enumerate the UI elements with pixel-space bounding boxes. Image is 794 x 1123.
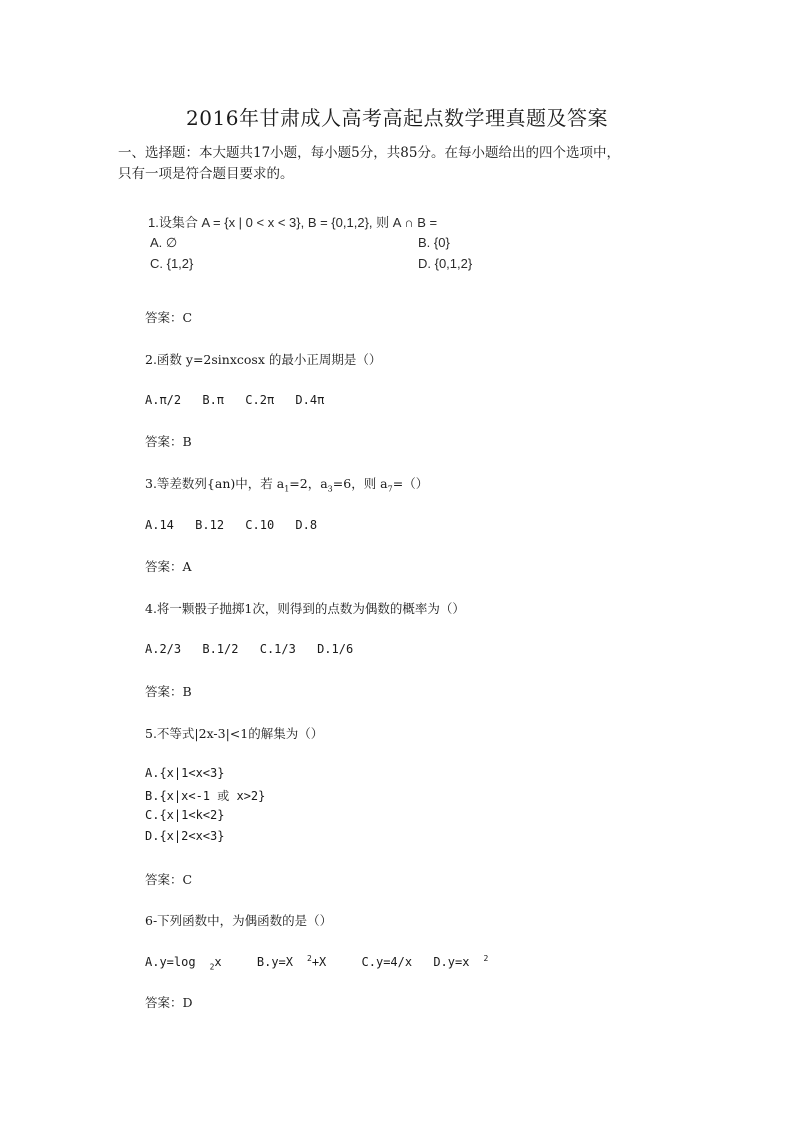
q1-answer: 答案：C [145,310,193,325]
q5-stem: 5.不等式|2x-3|<1的解集为（） [145,726,324,741]
q4-option-d: D.1/6 [317,642,354,656]
q6-answer: 答案：D [145,995,193,1010]
q1-option-c: C. {1,2} [150,256,194,271]
q6-stem: 6-下列函数中，为偶函数的是（） [145,913,333,928]
q1-option-d: D. {0,1,2} [418,256,473,271]
q5-option-b: B.{x|x<-1 或 x>2} [145,789,266,803]
page-title: 2016年甘肃成人高考高起点数学理真题及答案 [186,106,608,130]
q3-options [145,518,331,532]
q1-option-b: B. {0} [418,235,450,250]
q2-option-a: A.π/2 [145,393,182,407]
q3-option-a: A.14 [145,518,174,532]
q3-option-c: C.10 [245,518,275,532]
section-intro-line2: 只有一项是符合题目要求的。 [118,166,294,182]
q5-answer: 答案：C [145,872,193,887]
q1-stem: 1.设集合 A = {x | 0 < x < 3}, B = {0,1,2}, 则 A ∩ B = [148,215,438,230]
q4-stem: 4.将一颗骰子抛掷1次，则得到的点数为偶数的概率为（） [145,601,465,616]
q6-option-b: B.y=X $^2$+X [256,954,327,969]
q3-answer: 答案：A [145,559,192,574]
q6-options [145,954,502,971]
section-intro-line1: 一、选择题：本大题共17小题，每小题5分，共85分。在每小题给出的四个选项中， [118,145,620,161]
q2-option-b: B.π [202,393,225,407]
q4-option-a: A.2/3 [145,642,182,656]
q5-option-d: D.{x|2<x<3} [145,829,225,843]
q5-option-c: C.{x|1<k<2} [145,808,225,822]
q6-option-a: A.y=log $_2$x [145,955,222,972]
q6-option-d: D.y=x $^2$ [433,954,489,969]
q4-option-b: B.1/2 [202,642,239,656]
q6-option-c: C.y=4/x [361,955,413,969]
q5-option-a: A.{x|1<x<3} [145,766,225,780]
q2-option-c: C.2π [245,393,275,407]
q4-answer: 答案：B [145,684,192,699]
q2-options [145,393,338,407]
q1-option-a: A. ∅ [150,235,178,250]
q4-option-c: C.1/3 [259,642,296,656]
q2-stem: 2.函数 y=2sinxcosx 的最小正周期是（） [145,352,382,367]
q2-option-d: D.4π [295,393,325,407]
q4-options [145,642,367,656]
q3-option-d: D.8 [295,518,318,532]
q3-stem: 3.等差数列{an)中，若 $a_1=2$，$a_3=6$，则 $a_7=()$ [145,476,429,494]
q3-option-b: B.12 [195,518,225,532]
q2-answer: 答案：B [145,434,192,449]
